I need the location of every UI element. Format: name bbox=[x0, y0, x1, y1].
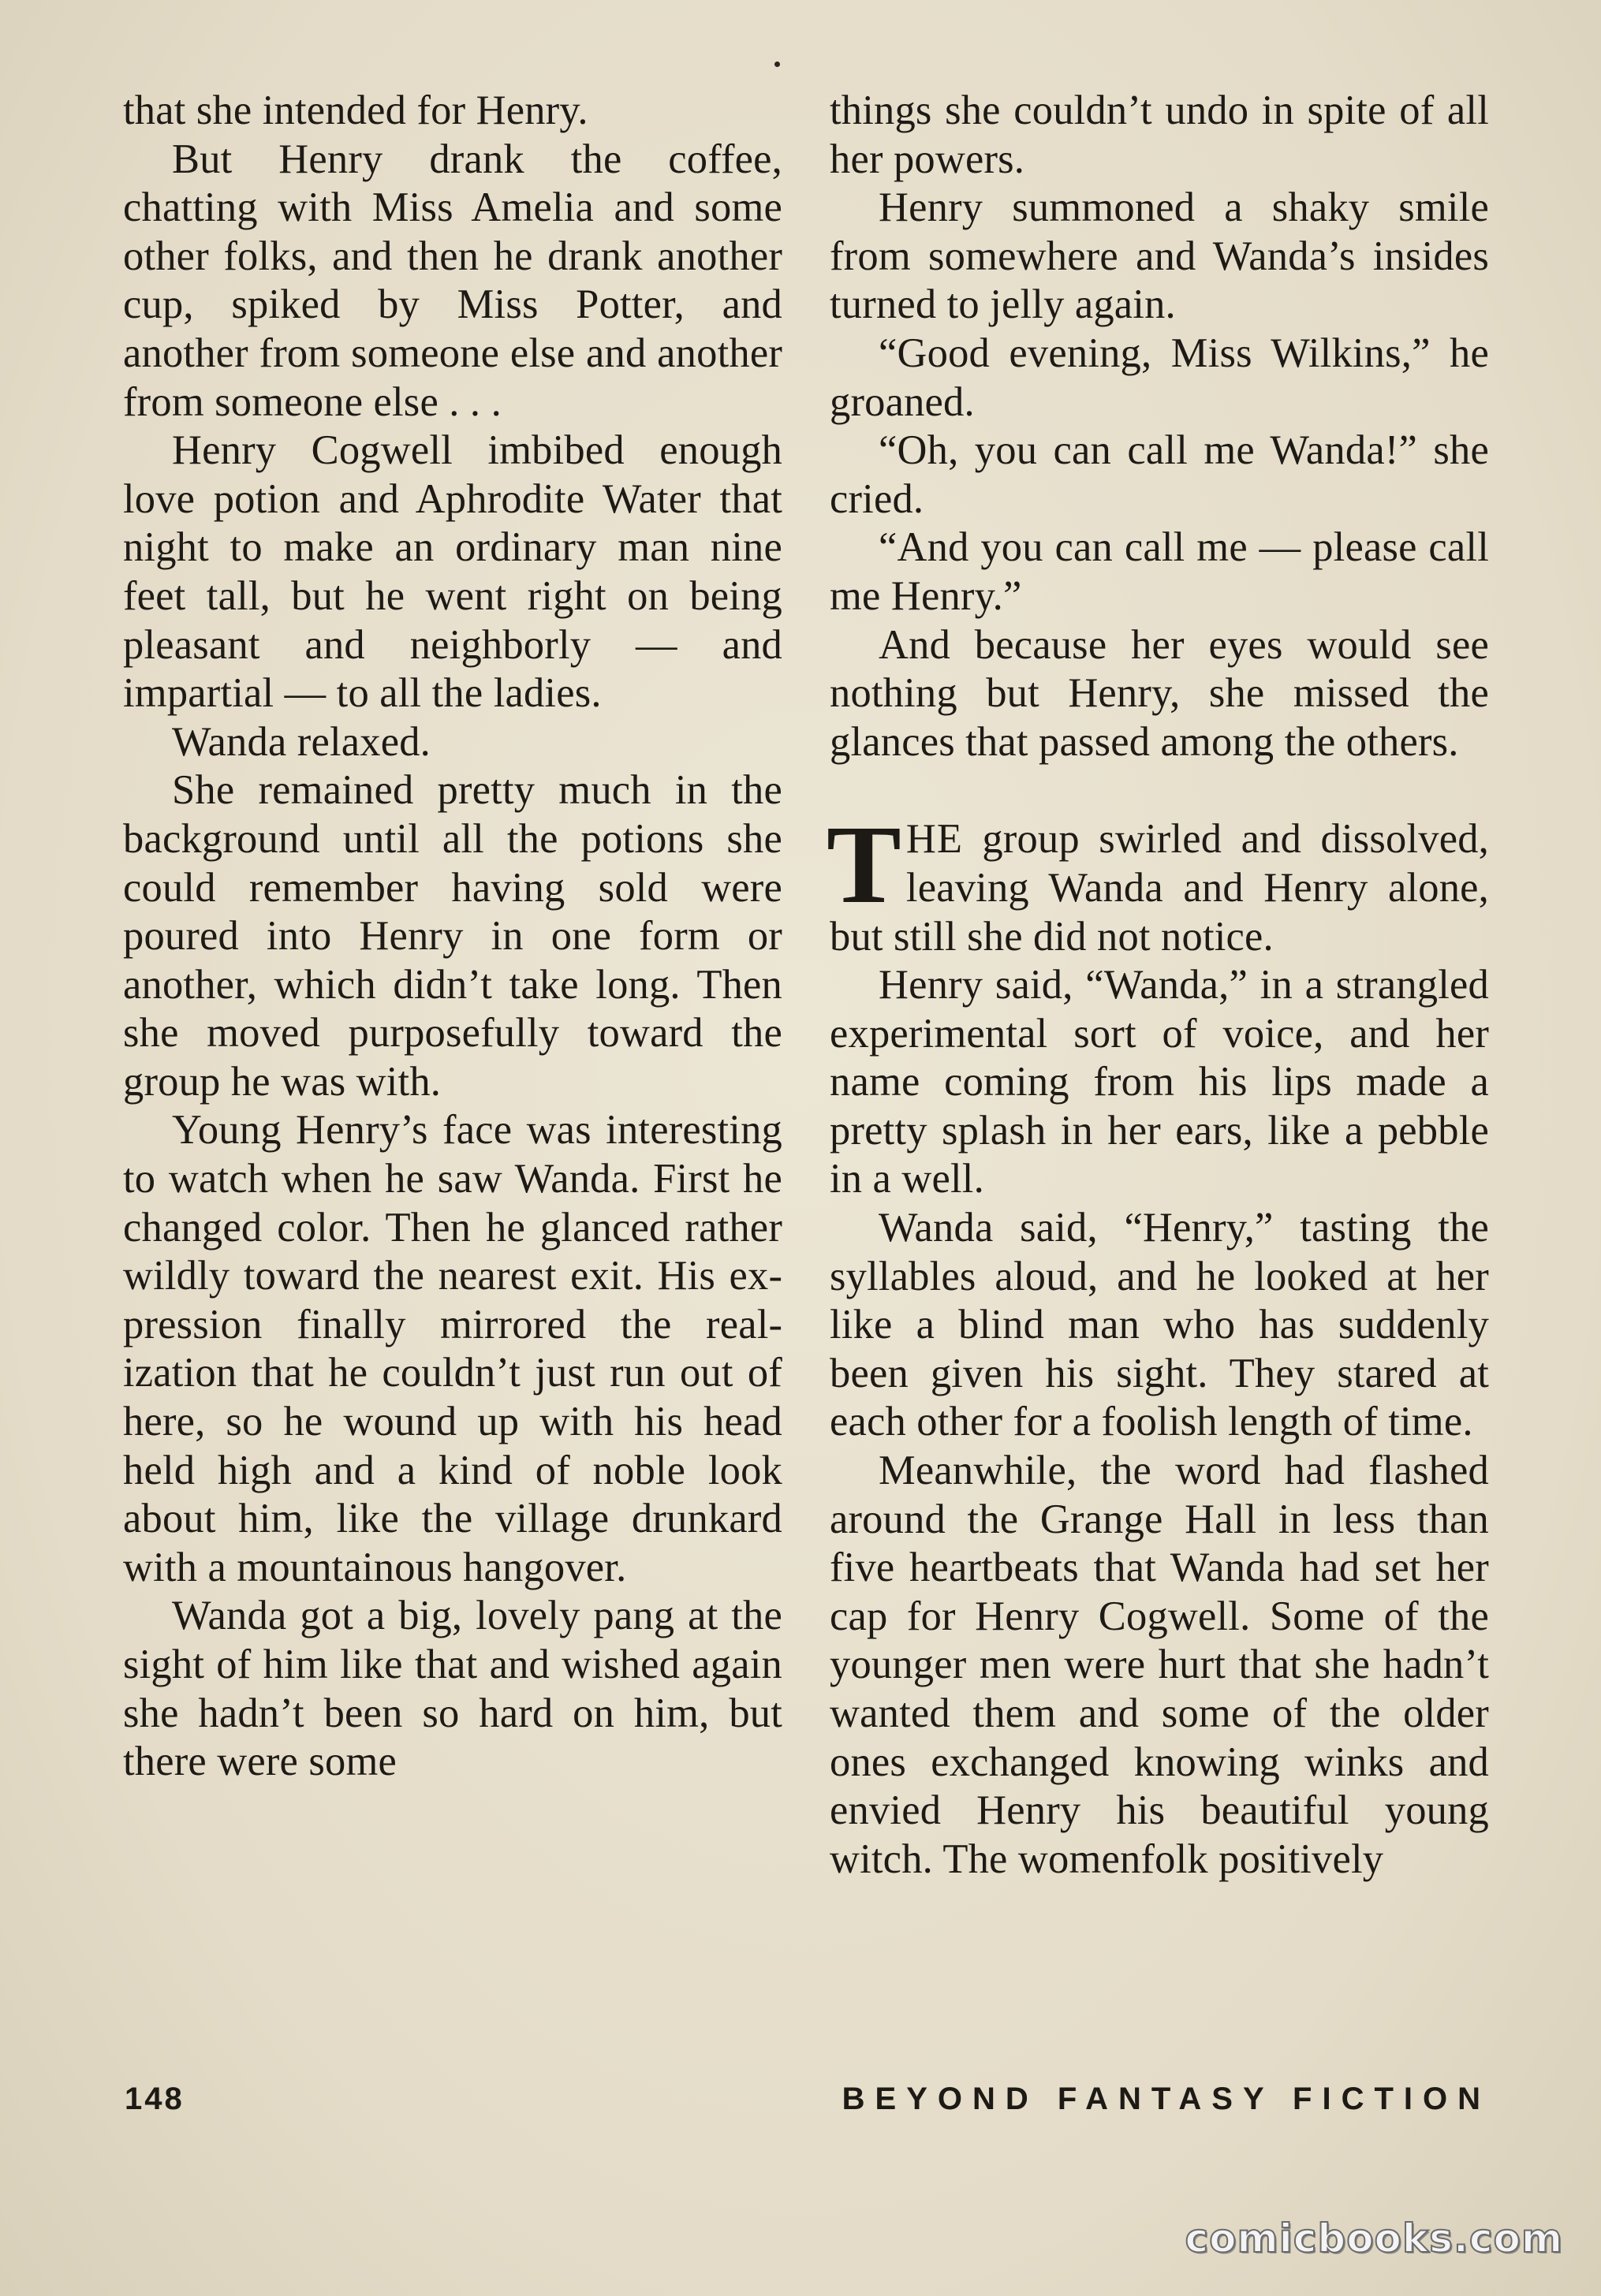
paragraph: that she intended for Henry. bbox=[123, 88, 588, 133]
paragraph: Wanda said, “Henry,” tasting the syllables aloud, and he looked at her like a blind man who has suddenly been given his sight. They stared at each other for a foolish length of time. bbox=[830, 1205, 1489, 1445]
paragraph: Wanda got a big, lovely pang at the sight of him like that and wished again she hadn’t been so hard on him, but there were some bbox=[123, 1593, 782, 1785]
paragraph: “Oh, you can call me Wanda!” she cried. bbox=[830, 427, 1489, 522]
paragraph: “Good evening, Miss Wilkins,” he groaned. bbox=[830, 330, 1489, 425]
paragraph: Wanda relaxed. bbox=[172, 718, 431, 765]
watermark: comicbooks.com bbox=[1185, 2216, 1563, 2261]
paragraph: Henry said, “Wanda,” in a strangled experimental sort of voice, and her name coming from his lips made a pretty splash in her ears, like a pebble in a well. bbox=[830, 962, 1489, 1202]
paragraph: She remained pretty much in the background until all the potions she could remember having sold were poured into Henry in one form or another, which didn’t take long. Then she moved purposefully toward the group he was with. bbox=[123, 767, 782, 1105]
running-footer-title: BEYOND FANTASY FICTION bbox=[842, 2082, 1491, 2116]
section-first-text: group swirled and dissolved, leaving Wanda and Henry alone, but still she did not notice. bbox=[830, 816, 1489, 960]
paragraph: But Henry drank the coffee, chatting with Miss Amelia and some other folks, and then he drank another cup, spiked by Miss Potter, and another from someone else and another from someone else . . . bbox=[123, 136, 782, 425]
drop-cap: T bbox=[827, 802, 901, 927]
paragraph: And because her eyes would see nothing but Henry, she missed the glances that passed among the others. bbox=[830, 621, 1489, 765]
page-number: 148 bbox=[125, 2082, 185, 2116]
paragraph: Young Henry’s face was interesting to watch when he saw Wanda. First he changed color. Then he glanced rather wildly toward the nearest exit. His expression finally mirrored the realization that he couldn’t just run out of here, so he wound up with his head held high and a kind of noble look about him, like the village drunkard with a mountainous hangover. bbox=[123, 1107, 782, 1590]
ink-speck bbox=[774, 62, 780, 67]
paragraph: things she couldn’t undo in spite of all her powers. bbox=[830, 88, 1489, 182]
paragraph: Meanwhile, the word had flashed around the Grange Hall in less than five heartbeats that Wanda had set her cap for Henry Cogwell. Some of the younger men were hurt that she hadn’t wanted them and some of the older ones exchanged knowing winks and envied Henry his beautiful young witch. The womenfolk positively bbox=[830, 1448, 1489, 1882]
paragraph: “And you can call me — please call me Henry.” bbox=[830, 524, 1489, 619]
paragraph: Henry summoned a shaky smile from somewhere and Wanda’s insides turned to jelly again. bbox=[830, 184, 1489, 328]
small-caps-lead: HE bbox=[905, 816, 963, 863]
right-column bbox=[827, 87, 1489, 1884]
left-column bbox=[123, 87, 782, 1787]
paragraph: Henry Cogwell imbibed enough love potion and Aphrodite Water that night to make an ordinary man nine feet tall, but he went right on being pleasant and neighborly — and impartial — to all the ladies. bbox=[123, 427, 782, 717]
section-start-paragraph bbox=[827, 802, 1489, 961]
